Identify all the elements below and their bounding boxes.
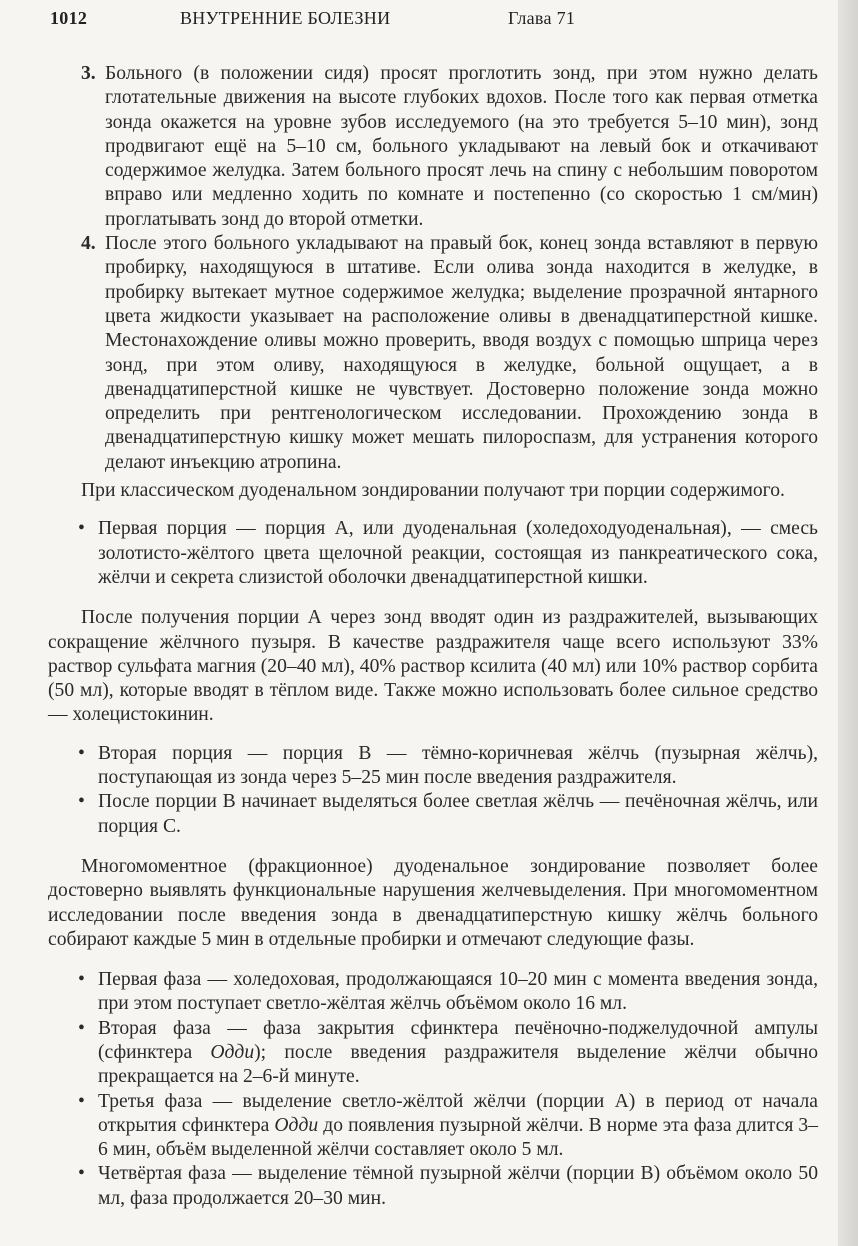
eponym-oddi: Одди xyxy=(210,1041,255,1063)
paragraph-classic-sounding: При классическом дуоденальном зондировании получают три порции содержимого. xyxy=(81,480,785,502)
item-number: 4. xyxy=(81,233,96,255)
paragraph-irritants: После получения порции А через зонд вводят один из раздражителей, вызывающих сокращение жёлчного пузыря. В качестве раздражителя чаще всего используют 33% раствор сульфата магния (20–40 мл), 40% раствор ксилита (40 мл) или 10% раствор сорбита (50 мл), которые вводят в тёплом виде. Также можно использовать более сильное средство — холецистокинин. xyxy=(48,607,818,726)
bullet-phase-2 xyxy=(48,1017,818,1090)
bullet-icon: • xyxy=(78,791,85,813)
bullet-portion-b xyxy=(48,742,818,791)
bullet-text: Первая порция — порция А, или дуоденальная (холедоходуоденальная), — смесь золотисто-жёлтого цвета щелочной реакции, состоящая из панкреатического сока, жёлчи и секрета слизистой оболочки двенадцатиперстной кишки. xyxy=(98,518,818,588)
bullet-icon: • xyxy=(78,969,85,991)
bullet-text: Первая фаза — холедоховая, продолжающаяся 10–20 мин с момента введения зонда, при этом поступает светло-жёлтая жёлчь объёмом около 16 мл. xyxy=(98,969,818,1015)
bullet-icon: • xyxy=(78,1090,85,1112)
numbered-item-3 xyxy=(48,62,818,232)
bullet-phase-3 xyxy=(48,1090,818,1163)
bullet-text: После порции В начинает выделяться более светлая жёлчь — печёночная жёлчь, или порция С. xyxy=(98,791,818,837)
eponym-oddi: Одди xyxy=(274,1114,319,1136)
chapter-label: Глава 71 xyxy=(508,8,576,28)
bullet-text-pre: Вторая фаза — фаза закрытия сфинктера печёночно-поджелудочной ампулы (сфинктера xyxy=(98,1017,818,1063)
bullet-icon: • xyxy=(78,518,85,540)
running-header xyxy=(50,8,798,34)
item-number: 3. xyxy=(81,63,96,84)
bullet-text-post: до появления пузырной жёлчи. В норме эта фаза длится 3–6 мин, объём выделенной жёлчи составляет около 5 мл. xyxy=(98,1114,818,1161)
bullet-phase-1 xyxy=(48,968,818,1017)
bullet-portion-c xyxy=(48,790,818,839)
book-title: ВНУТРЕННИЕ БОЛЕЗНИ xyxy=(180,8,391,28)
item-text: Больного (в положении сидя) просят проглотить зонд, при этом нужно делать глотательные движения на высоте глубоких вдохов. После того как первая отметка зонда окажется на уровне зубов исследуемого (на это требуется 5–10 мин), зонд продвигают ещё на 5–10 см, больного укладывают на левый бок и откачивают содержимое желудка. Затем больного просят лечь на спину с небольшим поворотом вправо или медленно ходить по комнате и постепенно (со скоростью 1 см/мин) проглатывать зонд до второй отметки. xyxy=(105,63,818,230)
bullet-text: Четвёртая фаза — выделение тёмной пузырной жёлчи (порции В) объёмом около 50 мл, фаза продолжается 20–30 мин. xyxy=(98,1163,818,1209)
paragraph-fractional-sounding: Многомоментное (фракционное) дуоденальное зондирование позволяет более достоверно выявлять функциональные нарушения желчевыделения. При многомоментном исследовании после введения зонда в двенадцатиперстную кишку жёлчь больного собирают каждые 5 мин в отдельные пробирки и отмечают следующие фазы. xyxy=(48,855,818,950)
bullet-portion-a xyxy=(48,517,818,590)
bullet-icon: • xyxy=(78,742,85,764)
page-number: 1012 xyxy=(50,8,88,28)
bullet-text: Вторая порция — порция В — тёмно-коричневая жёлчь (пузырная жёлчь), поступающая из зонда через 5–25 мин после введения раздражителя. xyxy=(98,742,818,789)
page-body xyxy=(48,62,818,1211)
bullet-text-pre: Третья фаза — выделение светло-жёлтой жёлчи (порции А) в период от начала открытия сфинктера xyxy=(98,1090,818,1136)
bullet-icon: • xyxy=(78,1163,85,1185)
numbered-item-4 xyxy=(48,232,818,475)
bullet-icon: • xyxy=(78,1017,85,1039)
bullet-phase-4 xyxy=(48,1162,818,1211)
page-edge-shadow xyxy=(838,0,858,1246)
bullet-text-post: ); после введения раздражителя выделение жёлчи обычно прекращается на 2–6-й минуте. xyxy=(98,1041,818,1088)
item-text: После этого больного укладывают на правый бок, конец зонда вставляют в первую пробирку, находящуюся в штативе. Если олива зонда находится в желудке, в пробирку вытекает мутное содержимое желудка; выделение прозрачной янтарного цвета жидкости указывает на расположение оливы в двенадцатиперстной кишке. Местонахождение оливы можно проверить, вводя воздух с помощью шприца через зонд, при этом оливу, находящуюся в желудке, больной ощущает, а в двенадцатиперстной кишке не чувствует. Достоверно положение зонда можно определить при рентгенологическом исследовании. Прохождению зонда в двенадцатиперстную кишку может мешать пилороспазм, для устранения которого делают инъекцию атропина. xyxy=(105,233,818,473)
